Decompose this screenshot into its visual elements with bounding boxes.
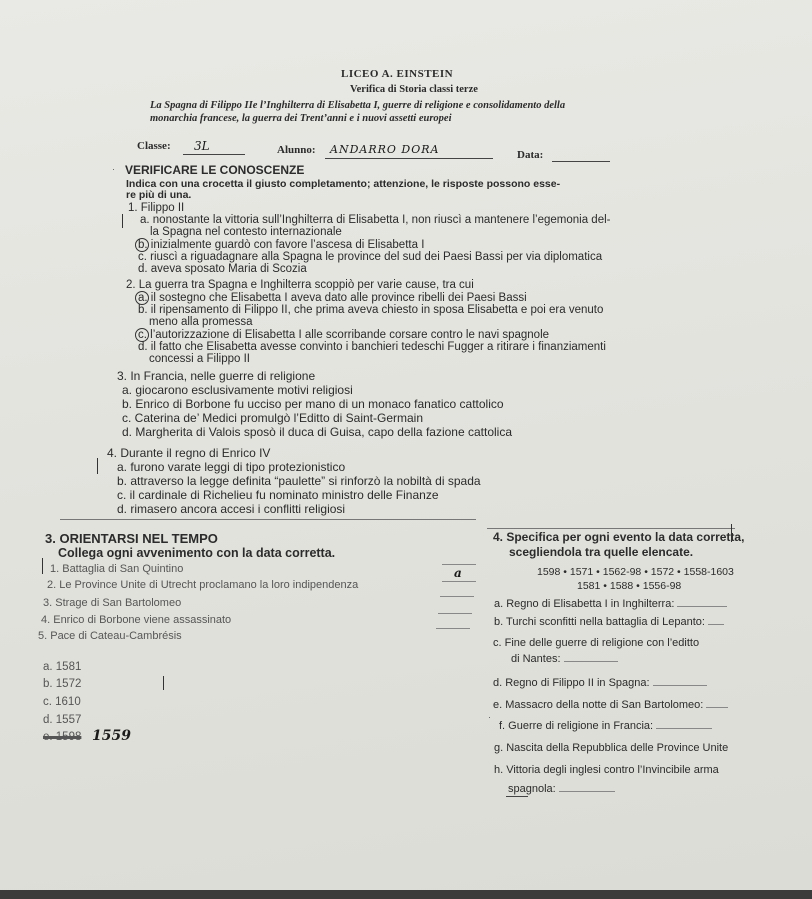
bullet-mark: · [488,712,491,722]
q2-option-a[interactable]: a. il sostegno che Elisabetta I aveva dato alle province ribelli dei Paesi Bassi [138,292,527,304]
item-b-label: b. Turchi sconfitti nella battaglia di Lepanto: [494,616,705,628]
section-divider [60,519,476,520]
q1-option-c[interactable]: c. riuscì a riguadagnare alla Spagna le province del sud dei Paesi Bassi per via diplomatica [138,251,603,263]
alunno-value: ANDARRO DORA [330,143,440,156]
item-b [494,616,724,628]
handwritten-date: 1559 [92,728,131,744]
q1-margin-mark [122,214,123,228]
q1-option-a-cont: la Spagna nel contesto internazionale [150,226,342,238]
q4-option-b[interactable]: b. attraverso la legge definita “paulette” si rinforzò la nobiltà di spada [117,474,481,488]
answer-line-3[interactable] [440,596,474,597]
item-a [494,598,727,610]
data-line [552,161,610,162]
item-e-label: e. Massacro della notte di San Bartolomeo: [493,699,704,711]
data-label: Data: [517,149,544,161]
item-h-cont [508,783,615,795]
answer-event-2: a [454,566,462,580]
item-a-label: a. Regno di Elisabetta I in Inghilterra: [494,598,675,610]
date-a: a. 1581 [43,661,82,673]
q1-option-b[interactable]: b. inizialmente guardò con favore l’ascesa di Elisabetta I [138,239,425,251]
q2-option-b[interactable]: b. il ripensamento di Filippo II, che prima aveva chiesto in sposa Elisabetta e poi era venuto [138,304,604,316]
q3-title: 3. In Francia, nelle guerre di religione [117,369,316,383]
event-1[interactable]: 1. Battaglia di San Quintino [50,563,184,575]
q3-option-a[interactable]: a. giocarono esclusivamente motivi religiosi [122,383,353,397]
topic-line-2: monarchia francese, la guerra dei Trent’anni e i nuovi assetti europei [150,113,452,124]
event-4[interactable]: 4. Enrico di Borbone viene assassinato [41,614,232,626]
classe-label: Classe: [137,140,171,152]
alunno-label: Alunno: [277,144,316,156]
item-c-line[interactable] [564,661,618,662]
q1-option-a[interactable]: a. nonostante la vittoria sull’Inghilterra di Elisabetta I, non riuscì a mantenere l’egemonia del- [140,214,611,226]
classe-value: 3L [194,139,210,153]
section3-margin-mark [42,558,43,574]
item-a-line[interactable] [677,606,727,607]
bullet-mark: · [112,164,115,174]
test-subtitle: Verifica di Storia classi terze [350,84,478,95]
pen-mark [163,676,164,690]
q2-option-d-cont: concessi a Filippo II [149,353,250,365]
item-e-line[interactable] [706,707,728,708]
section3-instruction: Collega ogni avvenimento con la data corretta. [58,546,336,560]
q2-option-c[interactable]: c. l’autorizzazione di Elisabetta I alle scorribande corsare contro le navi spagnole [138,329,550,341]
q4-option-a[interactable]: a. furono varate leggi di tipo protezionistico [117,460,346,474]
item-d-label: d. Regno di Filippo II in Spagna: [493,677,650,689]
item-f [499,720,712,732]
section1-instructions-2: re più di una. [126,189,192,201]
q2-title: 2. La guerra tra Spagna e Inghilterra scoppiò per varie cause, tra cui [126,279,474,291]
item-c-cont [511,653,618,665]
q1-option-d[interactable]: d. aveva sposato Maria di Scozia [138,263,307,275]
item-f-line[interactable] [656,728,712,729]
date-e-label: e. 1598 [43,731,82,743]
q4-title: 4. Durante il regno di Enrico IV [107,446,271,460]
item-g: g. Nascita della Repubblica delle Province Unite [494,742,729,754]
answer-line-1[interactable] [442,564,476,565]
item-h: h. Vittoria degli inglesi contro l’Invincibile arma [494,764,719,776]
answer-line-5[interactable] [436,628,470,629]
item-e [493,699,728,711]
classe-line [183,154,245,155]
item-c: c. Fine delle guerre di religione con l’editto [493,637,700,649]
q4-margin-mark [97,458,98,474]
date-d: d. 1557 [43,714,82,726]
item-h-cont-label: spagnola: [508,783,556,795]
section4-dates-2: 1581 • 1588 • 1556-98 [577,580,682,592]
section1-title: VERIFICARE LE CONOSCENZE [125,163,305,177]
item-c-cont-label: di Nantes: [511,653,561,665]
item-d-line[interactable] [653,685,707,686]
item-h-line[interactable] [559,791,615,792]
section4-dates-1: 1598 • 1571 • 1562-98 • 1572 • 1558-1603 [537,566,734,578]
alunno-line [325,158,493,159]
section3-title: 3. ORIENTARSI NEL TEMPO [45,531,218,546]
answer-line-2[interactable] [442,581,476,582]
q4-option-d[interactable]: d. rimasero ancora accesi i conflitti religiosi [117,502,346,516]
q2-option-d[interactable]: d. il fatto che Elisabetta avesse convinto i banchieri tedeschi Fugger a ritirare i finanziamenti [138,341,606,353]
section4-title-2: scegliendola tra quelle elencate. [509,545,694,559]
topic-line-1: La Spagna di Filippo IIe l’Inghilterra di Elisabetta I, guerre di religione e consolidamento della [150,100,566,111]
answer-line-4[interactable] [438,613,472,614]
q4-option-c[interactable]: c. il cardinale di Richelieu fu nominato ministro delle Finanze [117,488,439,502]
item-b-line[interactable] [708,624,724,625]
q2-option-b-cont: meno alla promessa [149,316,253,328]
q1-title: 1. Filippo II [128,202,185,214]
event-5[interactable]: 5. Pace di Cateau-Cambrésis [38,630,182,642]
section4-title-1: 4. Specifica per ogni evento la data corretta, [493,530,745,544]
item-f-label: f. Guerre di religione in Francia: [499,720,654,732]
school-name: LICEO A. EINSTEIN [341,68,454,80]
date-e [43,731,81,743]
section4-margin-mark [731,524,732,542]
event-2[interactable]: 2. Le Province Unite di Utrecht proclamano la loro indipendenza [47,579,359,591]
q3-option-b[interactable]: b. Enrico di Borbone fu ucciso per mano di un monaco fanatico cattolico [122,397,504,411]
underline-mark [506,796,528,797]
event-3[interactable]: 3. Strage di San Bartolomeo [43,597,182,609]
date-c: c. 1610 [43,696,81,708]
section-divider [487,528,735,529]
q3-option-c[interactable]: c. Caterina de’ Medici promulgò l’Editto di Saint-Germain [122,411,424,425]
q3-option-d[interactable]: d. Margherita di Valois sposò il duca di Guisa, capo della fazione cattolica [122,425,512,439]
date-b: b. 1572 [43,678,82,690]
item-d [493,677,707,689]
section1-instructions-1: Indica con una crocetta il giusto completamento; attenzione, le risposte possono esse- [126,178,561,190]
